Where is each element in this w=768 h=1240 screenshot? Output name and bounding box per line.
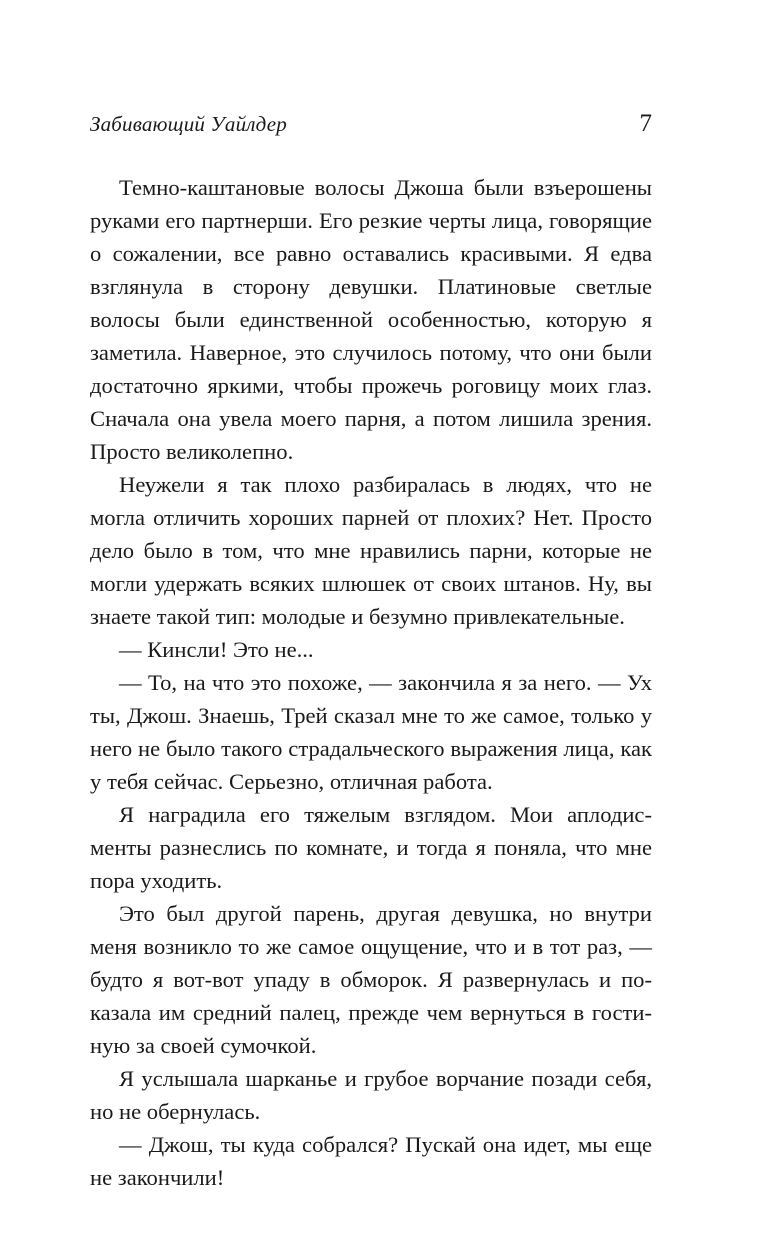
page-number: 7 [639,110,652,137]
paragraph: Я услышала шарканье и грубое ворчание позади себя, но не обернулась. [90,1066,652,1124]
paragraph: Я наградила его тяжелым взглядом. Мои аплодисменты разнеслись по комнате, и тогда я поняла, что мне пора уходить. [90,802,652,893]
paragraph: Неужели я так плохо разбиралась в людях, что не могла отличить хороших парней от плохих? Нет. Просто дело было в том, что мне нравились парни, которые не могли удержать всяких шлюшек от своих штанов. Ну, вы знаете такой тип: молодые и безумно привлекательные. [90,472,652,629]
running-header [90,112,652,148]
paragraph: Темно-каштановые волосы Джоша были взъерошены руками его партнерши. Его резкие черты лица, говорящие о сожалении, все равно оставались красивыми. Я едва взглянула в сторону девушки. Платиновые светлые волосы были единственной особенностью, которую я заметила. Наверное, это случилось потому, что они были достаточно яркими, чтобы прожечь роговицу моих глаз. Сначала она увела моего парня, а потом лишила зрения. Просто великолепно. [90,175,652,464]
running-title: Забивающий Уайлдер [90,112,287,136]
paragraph: Это был другой парень, другая девушка, но внутри меня возникло то же самое ощущение, что и в тот раз, — будто я вот-вот упаду в обморок. Я развернулась и показала им средний палец, прежде чем вернуться в гостиную за своей сумочкой. [90,901,652,1058]
body-text [90,171,652,1194]
dialogue-line: — Кинсли! Это не... [119,637,314,662]
dialogue-line: — То, на что это похоже, — закончила я за него. — Ух ты, Джош. Знаешь, Трей сказал мне то же самое, только у него не было такого страдальческого выражения лица, как у тебя сейчас. Серьезно, отличная работа. [90,670,652,794]
dialogue-line: — Джош, ты куда собрался? Пускай она идет, мы еще не закончили! [90,1132,652,1190]
